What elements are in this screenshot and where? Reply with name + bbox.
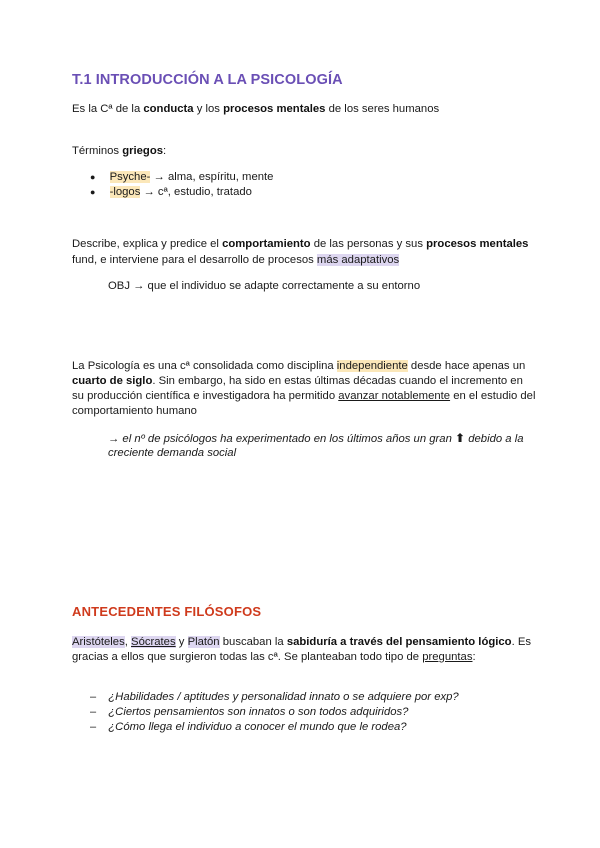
greek-terms-heading: Términos griegos:: [72, 145, 167, 157]
philosophers-line-2: gracias a ellos que surgieron todas las cª. Se planteaban todo tipo de preguntas:: [72, 651, 476, 663]
history-line-2: cuarto de siglo. Sin embargo, ha sido en estas últimas décadas cuando el incremento en: [72, 375, 523, 387]
list-item: – ¿Habilidades / aptitudes y personalidad innato o se adquiere por exp?: [90, 691, 459, 703]
history-line-4: comportamiento humano: [72, 405, 197, 417]
term: -logos: [109, 186, 141, 198]
philosophers-line-1: Aristóteles, Sócrates y Platón buscaban la sabiduría a través del pensamiento lógico. Es: [72, 636, 532, 648]
bullet-icon: ●: [90, 187, 96, 197]
history-line-3: su producción científica e investigadora ha permitido avanzar notablemente en el estudio del: [72, 390, 536, 402]
history-line-1: La Psicología es una cª consolidada como disciplina independiente desde hace apenas un: [72, 360, 526, 372]
up-arrow-icon: ⬆: [455, 431, 466, 445]
bullet-icon: ●: [90, 172, 96, 182]
dash-icon: –: [90, 706, 97, 718]
section-heading: ANTECEDENTES FILÓSOFOS: [72, 604, 262, 619]
page-title: T.1 INTRODUCCIÓN A LA PSICOLOGÍA: [72, 72, 343, 88]
list-item: – ¿Cómo llega el individuo a conocer el mundo que le rodea?: [90, 721, 407, 733]
dash-icon: –: [90, 721, 97, 733]
list-item: ● Psyche- → alma, espíritu, mente: [90, 171, 274, 183]
note-line-1: → el nº de psicólogos ha experimentado en los últimos años un gran ⬆ debido a la: [108, 431, 524, 445]
describe-line-2: fund, e interviene para el desarrollo de procesos más adaptativos: [72, 254, 400, 266]
objective-line: OBJ → que el individuo se adapte correctamente a su entorno: [108, 280, 421, 292]
note-line-2: creciente demanda social: [108, 447, 237, 459]
definition-line: Es la Cª de la conducta y los procesos mentales de los seres humanos: [72, 103, 440, 115]
describe-line-1: Describe, explica y predice el comportamiento de las personas y sus procesos mentales: [72, 238, 529, 250]
dash-icon: –: [90, 691, 97, 703]
term: Psyche-: [109, 171, 151, 183]
list-item: ● -logos → cª, estudio, tratado: [90, 186, 252, 198]
list-item: – ¿Ciertos pensamientos son innatos o son todos adquiridos?: [90, 706, 409, 718]
